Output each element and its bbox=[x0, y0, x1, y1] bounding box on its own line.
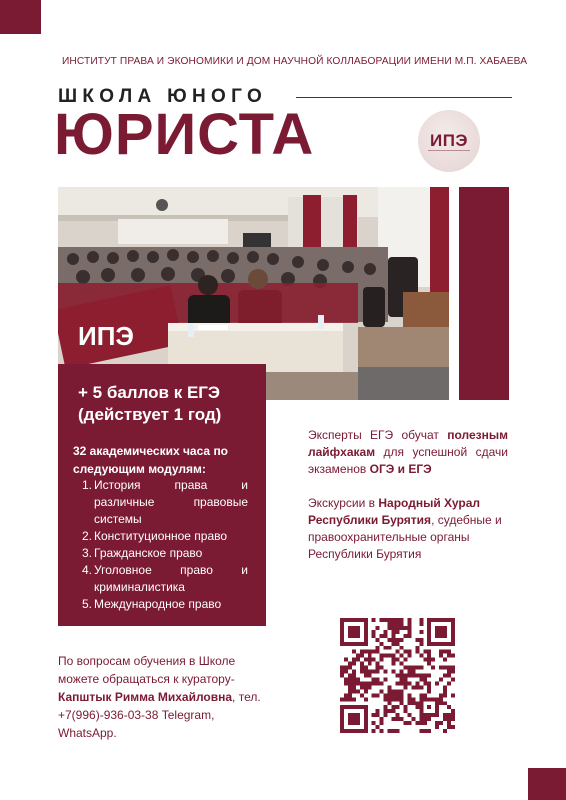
modules-list bbox=[82, 477, 248, 613]
title-divider bbox=[296, 97, 512, 98]
title-line-1: ШКОЛА ЮНОГО bbox=[58, 86, 268, 107]
module-title-line: системы bbox=[94, 512, 142, 526]
module-title bbox=[94, 511, 248, 528]
module-title: Конституционное право bbox=[94, 529, 228, 543]
bonus-points-line-1: + 5 баллов к ЕГЭ bbox=[78, 383, 221, 402]
experts-text bbox=[308, 427, 508, 478]
module-item bbox=[82, 477, 248, 494]
module-number: 3. bbox=[82, 546, 93, 560]
bonus-points-line-2: (действует 1 год) bbox=[78, 405, 222, 424]
module-title: Гражданское право bbox=[94, 546, 203, 560]
module-number: 4. bbox=[82, 563, 93, 577]
module-title bbox=[94, 494, 248, 511]
title-line-2: ЮРИСТА bbox=[54, 102, 315, 167]
module-title-line: различные правовые bbox=[94, 495, 248, 509]
module-title bbox=[94, 477, 248, 494]
institute-name: ИНСТИТУТ ПРАВА И ЭКОНОМИКИ И ДОМ НАУЧНОЙ КОЛЛАБОРАЦИИ ИМЕНИ М.П. ХАБАЕВА bbox=[62, 56, 528, 67]
module-item bbox=[82, 545, 248, 562]
module-title: криминалистика bbox=[94, 580, 185, 594]
corner-decoration-bottom bbox=[528, 768, 566, 800]
module-number: 1. bbox=[82, 478, 93, 492]
exams-highlight: ОГЭ и ЕГЭ bbox=[369, 462, 432, 476]
bonus-points bbox=[78, 382, 221, 426]
contact-info bbox=[58, 652, 264, 742]
excursions-text-part: Экскурсии в bbox=[308, 496, 379, 510]
corner-decoration-top bbox=[0, 0, 41, 34]
experts-highlight: полезным лайфхакам bbox=[308, 428, 508, 459]
experts-text-part: для успешной сдачи экзаменов bbox=[308, 445, 508, 476]
module-title-line: История права и bbox=[94, 478, 248, 492]
module-item bbox=[82, 579, 248, 596]
module-item bbox=[82, 562, 248, 579]
experts-text-part: Эксперты ЕГЭ обучат bbox=[308, 428, 448, 442]
offer-panel bbox=[58, 364, 266, 626]
module-item bbox=[82, 596, 248, 613]
decorative-stripe bbox=[459, 187, 509, 400]
module-title: Международное право bbox=[94, 597, 222, 611]
contact-text-part: По вопросам обучения в Школе можете обращаться к куратору- bbox=[58, 654, 236, 686]
contact-phone-text: , тел. +7(996)-936-03-38 Telegram, WhatsApp. bbox=[58, 690, 261, 740]
module-item bbox=[82, 511, 248, 528]
qr-code-icon[interactable] bbox=[340, 618, 455, 733]
module-title: Уголовное право и bbox=[94, 563, 248, 577]
curator-name: Капштык Римма Михайловна bbox=[58, 690, 233, 704]
module-item bbox=[82, 528, 248, 545]
photo-banner-text: ИПЭ bbox=[78, 321, 134, 351]
excursions-highlight: Народный Хурал Республики Бурятия bbox=[308, 496, 481, 527]
module-item bbox=[82, 494, 248, 511]
ipe-logo-icon bbox=[418, 110, 480, 172]
logo-underline bbox=[428, 150, 470, 156]
logo-text: ИПЭ bbox=[429, 131, 469, 150]
module-number: 2. bbox=[82, 529, 93, 543]
module-number: 5. bbox=[82, 597, 93, 611]
hours-text: 32 академических часа по следующим модулям: bbox=[73, 444, 229, 476]
excursions-text-part: , судебные и правоохранительные органы Республики Бурятия bbox=[308, 513, 502, 561]
excursions-text bbox=[308, 495, 508, 563]
